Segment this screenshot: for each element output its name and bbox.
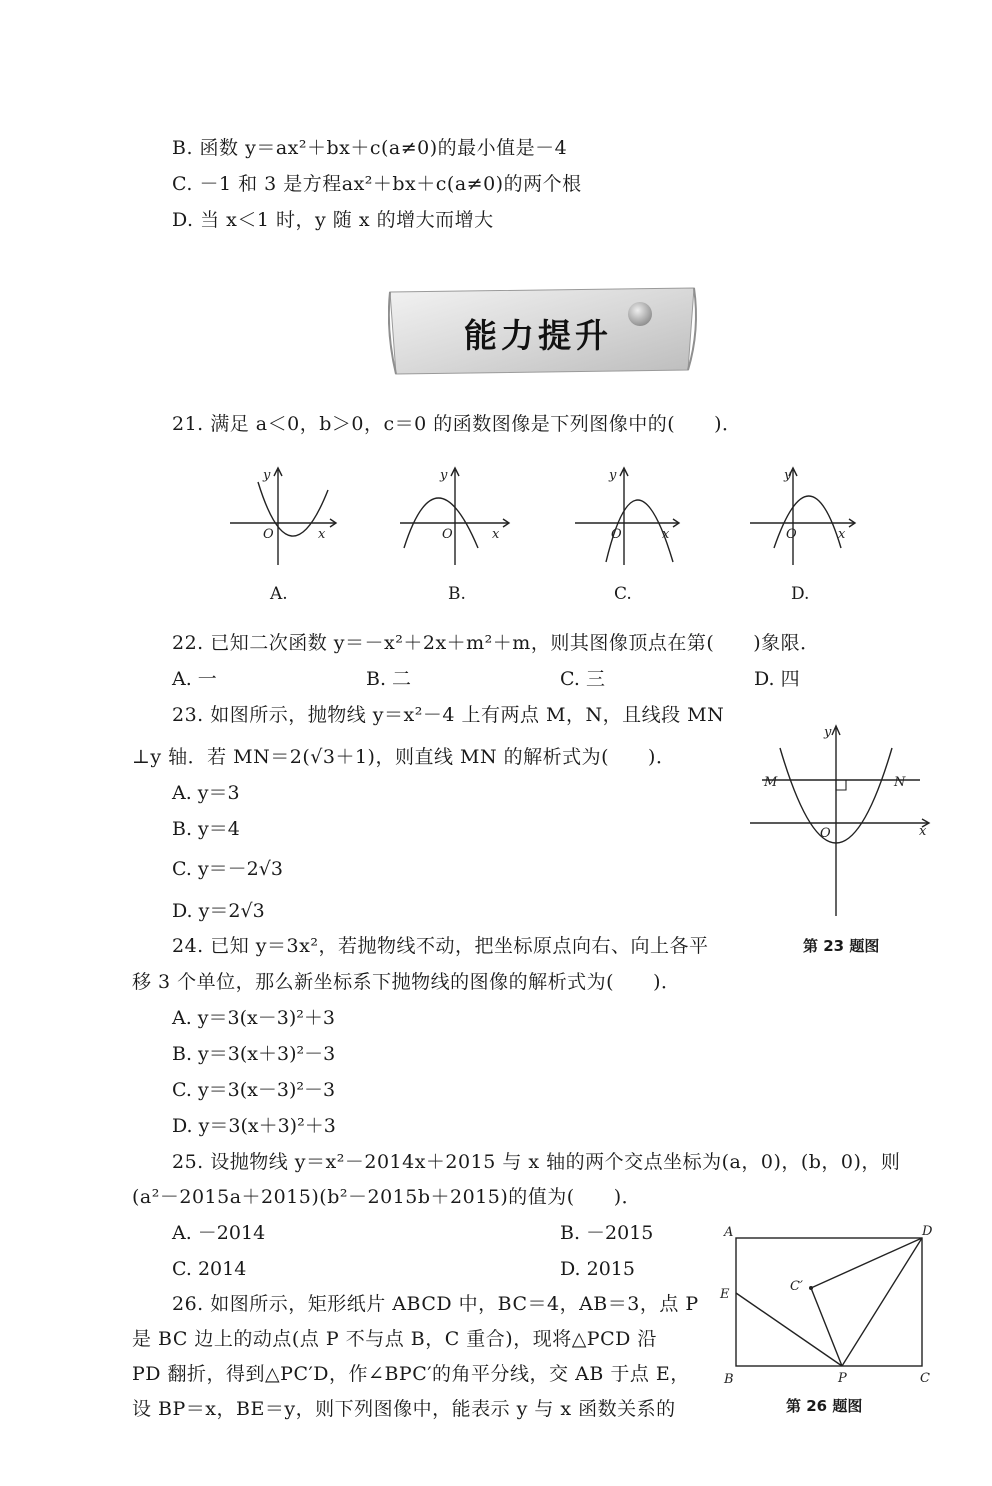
q26-label-b: B	[724, 1372, 734, 1387]
q22-stem: 22. 已知二次函数 y＝－x²＋2x＋m²＋m，则其图像顶点在第( )象限．	[172, 632, 820, 654]
q24-stem-line2: 移 3 个单位，那么新坐标系下抛物线的图像的解析式为( )．	[132, 971, 681, 993]
q26-label-c-prime: C′	[790, 1279, 803, 1294]
q21-graph-a-label: A.	[270, 584, 288, 604]
q25-option-d: D. 2015	[560, 1258, 635, 1280]
q22-option-a: A. 一	[172, 668, 217, 690]
q25-stem-line1: 25. 设抛物线 y＝x²－2014x＋2015 与 x 轴的两个交点坐标为(a，0)，(b，0)，则	[172, 1151, 901, 1173]
q24-option-c: C. y＝3(x－3)²－3	[172, 1079, 336, 1101]
q21-graph-c	[575, 468, 679, 565]
q21-graph-b	[400, 468, 509, 565]
q21-graph-d-label: D.	[791, 584, 810, 604]
q26-figure-caption: 第 26 题图	[786, 1397, 863, 1415]
q21-b-y-label: y	[440, 468, 448, 483]
q26-label-a: A	[724, 1225, 734, 1240]
q26-label-c: C	[920, 1371, 930, 1386]
q21-stem: 21. 满足 a＜0，b＞0，c＝0 的函数图像是下列图像中的( )．	[172, 413, 742, 435]
q26-figure	[712, 1218, 942, 1388]
q21-a-origin-label: O	[263, 527, 274, 542]
q24-option-a: A. y＝3(x－3)²＋3	[172, 1007, 335, 1029]
q22-option-d: D. 四	[754, 668, 800, 690]
prev-option-c: C. －1 和 3 是方程ax²＋bx＋c(a≠0)的两个根	[172, 173, 582, 195]
q21-d-x-label: x	[838, 527, 846, 542]
q21-c-y-label: y	[609, 468, 617, 483]
q21-d-y-label: y	[784, 468, 792, 483]
q21-b-origin-label: O	[442, 527, 453, 542]
q26-label-p: P	[838, 1371, 847, 1386]
section-banner	[388, 286, 702, 378]
q23-n-label: N	[894, 775, 906, 790]
section-title: 能力提升	[464, 316, 612, 355]
q24-option-b: B. y＝3(x＋3)²－3	[172, 1043, 336, 1065]
q22-option-b: B. 二	[366, 668, 412, 690]
q25-option-c: C. 2014	[172, 1258, 247, 1280]
q21-c-origin-label: O	[611, 527, 622, 542]
q26-label-e: E	[720, 1287, 730, 1302]
q26-stem-line2: 是 BC 边上的动点(点 P 不与点 B，C 重合)，现将△PCD 沿	[132, 1328, 657, 1350]
prev-option-b: B. 函数 y＝ax²＋bx＋c(a≠0)的最小值是－4	[172, 137, 568, 159]
q21-a-x-label: x	[318, 527, 326, 542]
q23-option-d: D. y＝2√3	[172, 900, 265, 922]
q23-x-label: x	[919, 824, 927, 839]
q21-a-y-label: y	[263, 468, 271, 483]
q23-stem-line2: ⊥y 轴．若 MN＝2(√3＋1)，则直线 MN 的解析式为( )．	[132, 746, 676, 768]
q21-graph-c-label: C.	[614, 584, 632, 604]
q26-stem-line1: 26. 如图所示，矩形纸片 ABCD 中，BC＝4，AB＝3，点 P	[172, 1293, 699, 1315]
q21-c-x-label: x	[662, 527, 670, 542]
q21-graph-d	[750, 468, 855, 565]
q21-graph-a	[230, 468, 336, 565]
q23-figure	[740, 720, 940, 920]
q22-option-c: C. 三	[560, 668, 605, 690]
q23-figure-caption: 第 23 题图	[803, 937, 880, 955]
q24-stem-line1: 24. 已知 y＝3x²，若抛物线不动，把坐标原点向右、向上各平	[172, 935, 709, 957]
q25-option-a: A. －2014	[172, 1222, 266, 1244]
q26-label-d: D	[922, 1224, 933, 1239]
q23-option-c: C. y＝－2√3	[172, 858, 283, 880]
q26-stem-line3: PD 翻折，得到△PC′D，作∠BPC′的角平分线，交 AB 于点 E，	[132, 1363, 690, 1385]
q23-m-label: M	[764, 775, 778, 790]
q23-option-b: B. y＝4	[172, 818, 240, 840]
q21-graph-b-label: B.	[448, 584, 466, 604]
prev-option-d: D. 当 x＜1 时，y 随 x 的增大而增大	[172, 209, 494, 231]
q21-b-x-label: x	[492, 527, 500, 542]
q21-d-origin-label: O	[786, 527, 797, 542]
q26-stem-line4: 设 BP＝x，BE＝y，则下列图像中，能表示 y 与 x 函数关系的	[132, 1398, 676, 1420]
q23-stem-line1: 23. 如图所示，抛物线 y＝x²－4 上有两点 M，N，且线段 MN	[172, 704, 725, 726]
q23-option-a: A. y＝3	[172, 782, 240, 804]
q23-y-label: y	[824, 725, 832, 740]
q25-option-b: B. －2015	[560, 1222, 654, 1244]
q23-origin-label: O	[820, 826, 831, 841]
q21-graphs	[0, 458, 992, 568]
q25-stem-line2: (a²－2015a＋2015)(b²－2015b＋2015)的值为( )．	[132, 1186, 642, 1208]
q24-option-d: D. y＝3(x＋3)²＋3	[172, 1115, 336, 1137]
